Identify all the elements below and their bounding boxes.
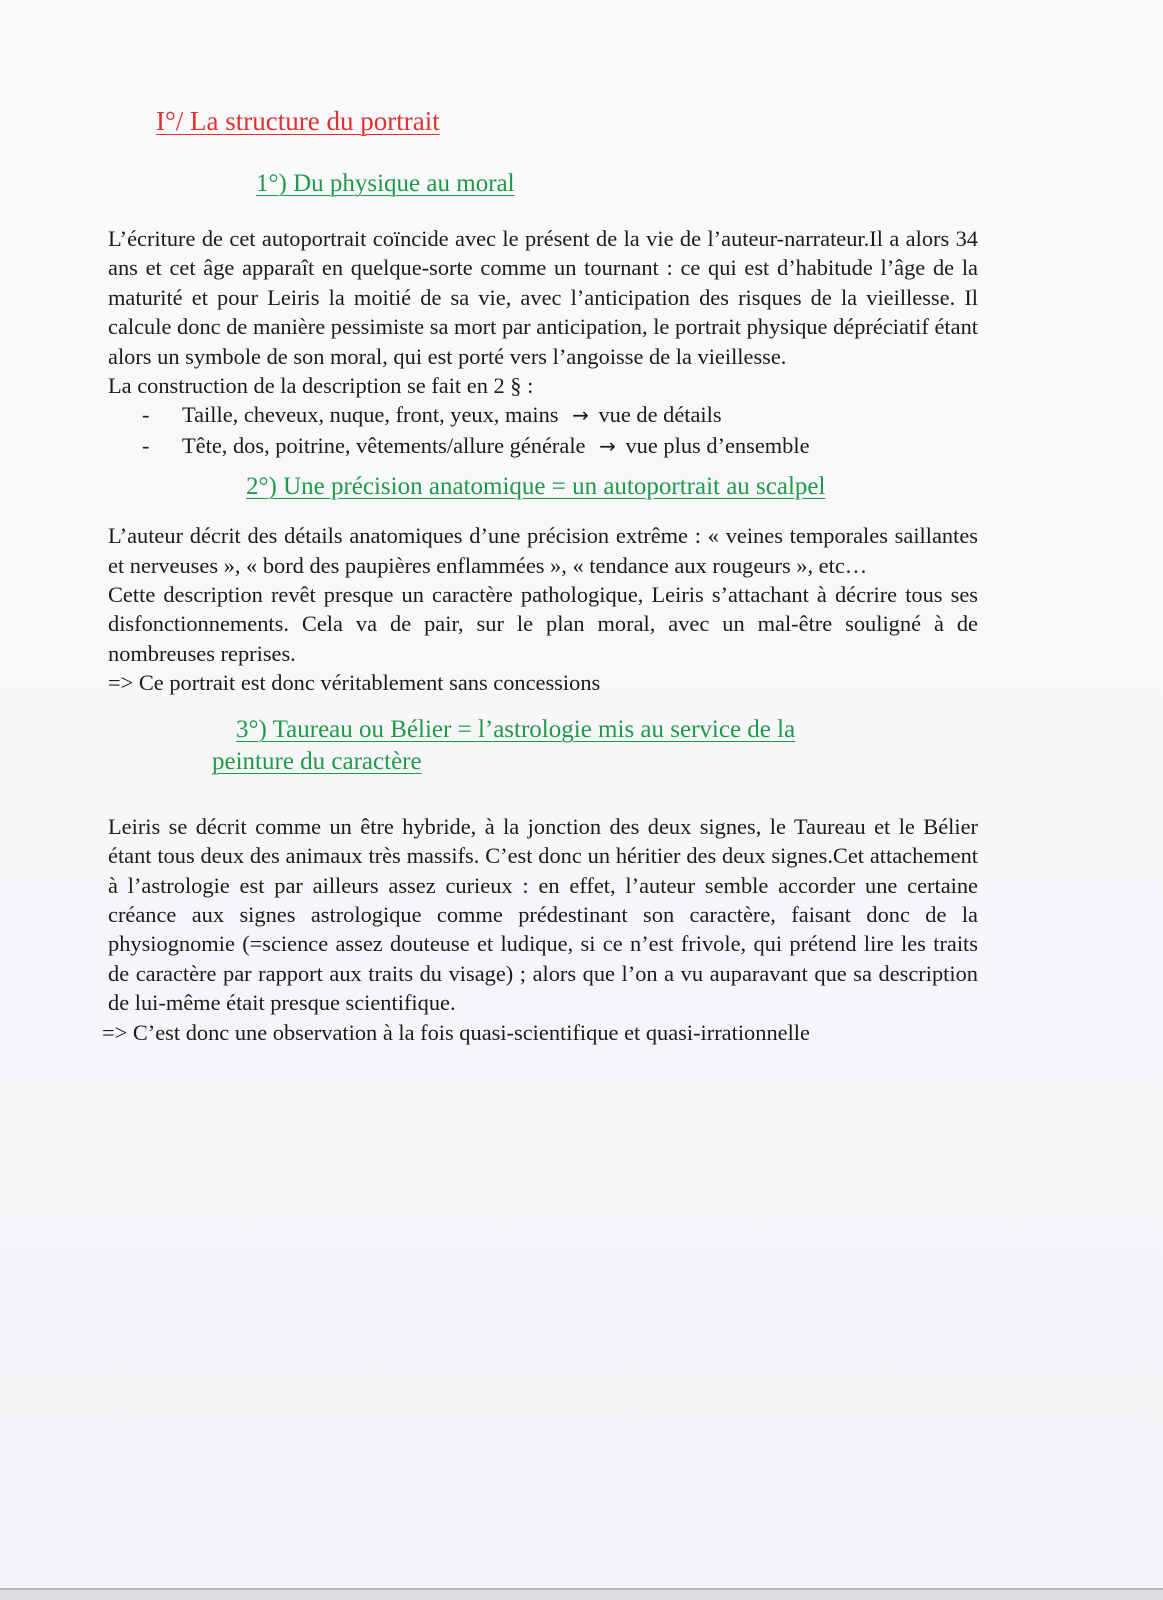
- list-item: [142, 400, 978, 430]
- section-2-heading: 2°) Une précision anatomique = un autoportrait au scalpel: [246, 473, 826, 501]
- main-title: I°/ La structure du portrait: [156, 106, 440, 136]
- list-item: [142, 431, 978, 461]
- section-1-list: [108, 400, 978, 461]
- list-item-result: vue de détails: [598, 402, 722, 428]
- section-3-heading: [212, 714, 978, 778]
- section-3-heading-line-2: peinture du caractère: [212, 747, 422, 775]
- list-item-text: Taille, cheveux, nuque, front, yeux, mains: [182, 402, 559, 428]
- section-2-conclusion: => Ce portrait est donc véritablement sans concessions: [108, 670, 601, 696]
- list-item-text: Tête, dos, poitrine, vêtements/allure générale: [182, 432, 586, 458]
- document-body: [102, 104, 978, 1047]
- page-bottom-edge: [0, 1588, 1163, 1600]
- list-item-result: vue plus d’ensemble: [625, 432, 810, 458]
- section-1-heading: 1°) Du physique au moral: [256, 170, 515, 197]
- section-3-conclusion: => C’est donc une observation à la fois quasi-scientifique et quasi-irrationnelle: [102, 1019, 810, 1045]
- arrow-right-icon: →: [572, 403, 589, 428]
- section-1-paragraph: L’écriture de cet autoportrait coïncide avec le présent de la vie de l’auteur-narrateur.Il a alors 34 ans et cet âge apparaît en quelque-sorte comme un tournant : ce qui est d’habitude l’âge de la maturité et pour Leiris la moitié de sa vie, avec l’anticipation des risques de la vieillesse. Il calcule donc de manière pessimiste sa mort par anticipation, le portrait physique dépréciatif étant alors un symbole de son moral, qui est porté vers l’angoisse de la vieillesse.: [108, 226, 978, 369]
- arrow-right-icon: →: [599, 433, 616, 458]
- section-3-paragraph: Leiris se décrit comme un être hybride, à la jonction des deux signes, le Taureau et le Bélier étant tous deux des animaux très massifs. C’est donc un héritier des deux signes.Cet attachement à l’astrologie est par ailleurs assez curieux : en effet, l’auteur semble accorder une certaine créance aux signes astrologique comme prédestinant son caractère, faisant donc de la physiognomie (=science assez douteuse et ludique, si ce n’est frivole, qui prétend lire les traits de caractère par rapport aux traits du visage) ; alors que l’on a vu auparavant que sa description de lui-même était presque scientifique.: [108, 813, 978, 1016]
- section-3-heading-line-1: 3°) Taureau ou Bélier = l’astrologie mis au service de la: [236, 715, 796, 743]
- section-2-paragraph: L’auteur décrit des détails anatomiques d’une précision extrême : « veines temporales saillantes et nerveuses », « bord des paupières enflammées », « tendance aux rougeurs », etc…: [108, 523, 978, 578]
- section-1-list-intro: La construction de la description se fait en 2 § :: [108, 373, 534, 399]
- section-2-paragraph: Cette description revêt presque un caractère pathologique, Leiris s’attachant à décrire tous ses disfonctionnements. Cela va de pair, sur le plan moral, avec un mal-être souligné à de nombreuses reprises.: [108, 582, 978, 666]
